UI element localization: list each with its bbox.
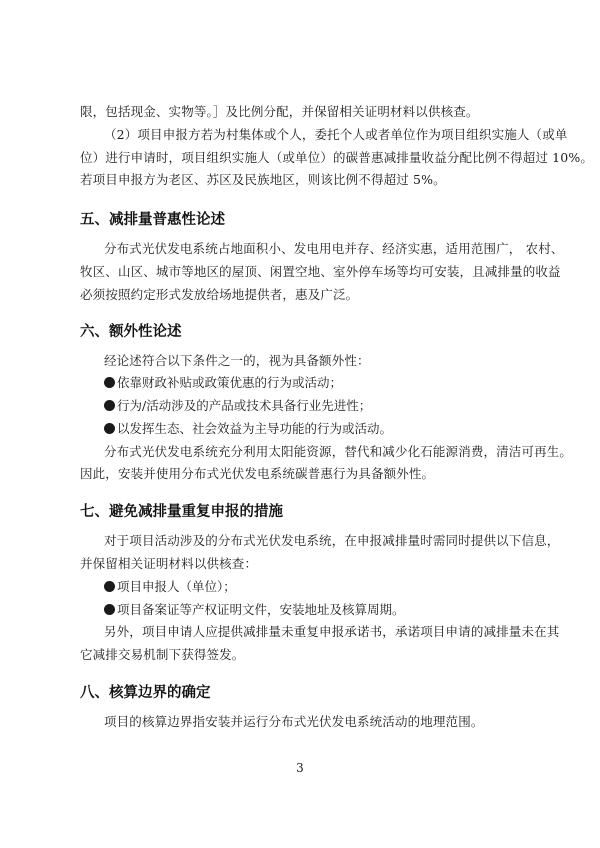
bullet-text: 依靠财政补贴或政策优惠的行为或活动； [117, 375, 343, 390]
section-7-bullet-2 [104, 601, 405, 618]
section-6-bullet-3 [104, 420, 392, 437]
section-6-line-2: 因此，安装并使用分布式光伏发电系统碳普惠行为具备额外性。 [80, 466, 435, 481]
bullet-text: 项目申报人（单位）； [117, 579, 236, 594]
bullet-dot-icon [104, 604, 115, 615]
section-6-bullet-2 [104, 397, 371, 414]
section-7-line-1: 对于项目活动涉及的分布式光伏发电系统，在申报减排量时需同时提供以下信息， [104, 533, 560, 548]
bullet-text: 以发挥生态、社会效益为主导功能的行为或活动。 [117, 421, 393, 436]
section-5-heading: 五、减排量普惠性论述 [80, 212, 225, 228]
section-7-line-4: 它减排交易机制下获得签发。 [80, 647, 245, 662]
intro-line-1: 限，包括现金、实物等。］及比例分配，并保留相关证明材料以供核查。 [80, 104, 479, 119]
section-5-line-2: 牧区、山区、城市等地区的屋顶、闲置空地、室外停车场等均可安装，且减排量的收益 [80, 264, 561, 279]
intro-line-3: 位）进行申请时，项目组织实施人（或单位）的碳普惠减排量收益分配比例不得超过 10%。 [80, 150, 594, 165]
bullet-dot-icon [104, 581, 115, 592]
intro-line-4: 若项目申报方为老区、苏区及民族地区，则该比例不得超过 5%。 [80, 172, 446, 187]
bullet-dot-icon [104, 423, 115, 434]
section-6-bullet-1 [104, 374, 342, 391]
section-6-heading: 六、额外性论述 [80, 324, 182, 340]
bullet-dot-icon [104, 377, 115, 388]
section-8-heading: 八、核算边界的确定 [80, 685, 211, 701]
section-6-line-1: 分布式光伏发电系统充分利用太阳能资源，替代和减少化石能源消费，清洁可再生。 [104, 444, 573, 459]
section-7-line-2: 并保留相关证明材料以供核查： [80, 556, 258, 571]
bullet-dot-icon [104, 400, 115, 411]
intro-line-2: （2）项目申报方若为村集体或个人，委托个人或者单位作为项目组织实施人（或单 [104, 127, 568, 142]
section-5-line-3: 必须按照约定形式发放给场地提供者，惠及广泛。 [80, 287, 359, 302]
section-7-line-3: 另外，项目申请人应提供减排量未重复申报承诺书，承诺项目申请的减排量未在其 [104, 624, 560, 639]
section-7-heading: 七、避免减排量重复申报的措施 [80, 504, 283, 520]
section-5-line-1: 分布式光伏发电系统占地面积小、发电用电并存、经济实惠，适用范围广， 农村、 [104, 241, 564, 256]
section-8-line-1: 项目的核算边界指安装并运行分布式光伏发电系统活动的地理范围。 [104, 714, 484, 729]
page-number: 3 [296, 761, 304, 775]
bullet-text: 项目备案证等产权证明文件，安装地址及核算周期。 [117, 602, 405, 617]
bullet-text: 行为/活动涉及的产品或技术具备行业先进性； [117, 398, 372, 413]
section-6-intro: 经论述符合以下条件之一的，视为具备额外性： [104, 353, 370, 368]
section-7-bullet-1 [104, 578, 236, 595]
